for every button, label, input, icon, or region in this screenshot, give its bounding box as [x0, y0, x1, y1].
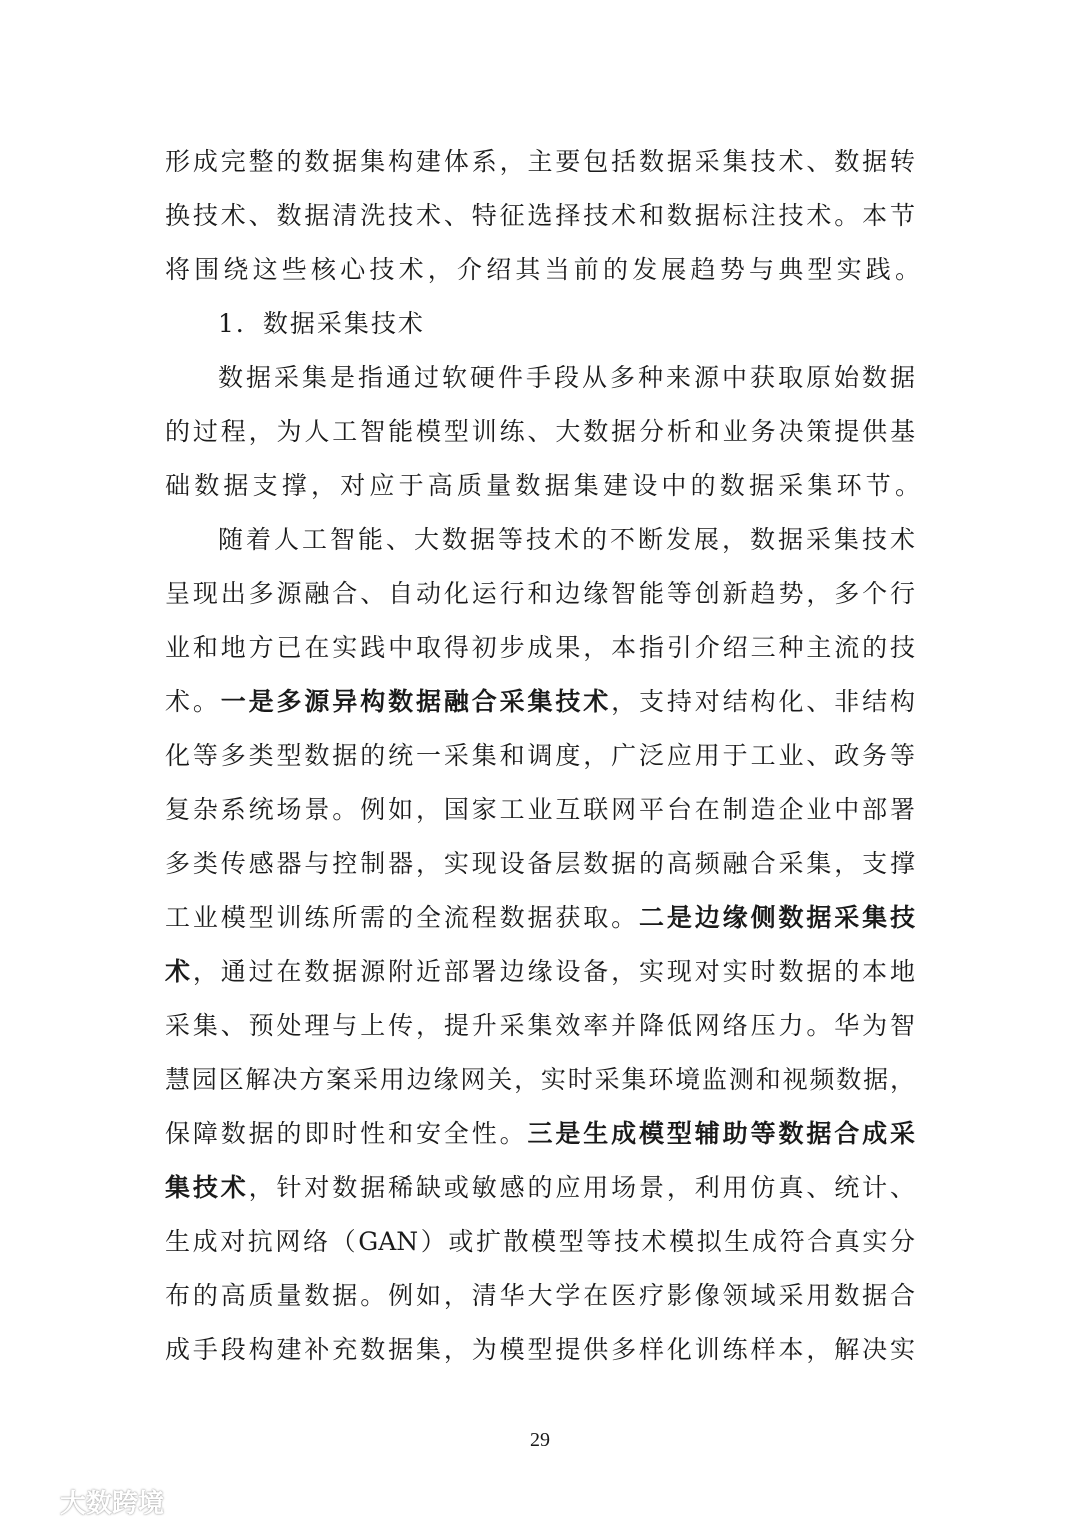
text-segment: 工业模型训练所需的全流程数据获取。: [165, 903, 640, 932]
text-segment: 随着人工智能、大数据等技术的不断发展，数据采集技术: [218, 525, 915, 554]
bold-segment: 二是边缘侧数据采集技: [639, 903, 915, 932]
text-segment: 形成完整的数据集构建体系，主要包括数据采集技术、数据转: [165, 147, 915, 176]
text-segment: 慧园区解决方案采用边缘网关，实时采集环境监测和视频数据，: [165, 1065, 915, 1094]
section-heading: [218, 304, 915, 344]
text-segment: 的过程，为人工智能模型训练、大数据分析和业务决策提供基: [165, 417, 915, 446]
text-line: [165, 412, 915, 452]
text-line: [165, 1060, 915, 1100]
text-segment: 生成对抗网络（GAN）或扩散模型等技术模拟生成符合真实分: [165, 1227, 915, 1256]
bold-segment: 三是生成模型辅助等数据合成采: [527, 1119, 915, 1148]
text-segment: 采集、预处理与上传，提升采集效率并降低网络压力。华为智: [165, 1011, 915, 1040]
text-line: [165, 844, 915, 884]
text-line: [165, 628, 915, 668]
text-line: [218, 358, 915, 398]
text-line: [165, 1168, 915, 1208]
text-line: [165, 1276, 915, 1316]
bold-segment: 一是多源异构数据融合采集技术: [220, 687, 612, 716]
text-segment: 换技术、数据清洗技术、特征选择技术和数据标注技术。本节: [165, 201, 915, 230]
text-line: [165, 196, 915, 236]
text-line: [165, 1330, 915, 1370]
text-segment: 复杂系统场景。例如，国家工业互联网平台在制造企业中部署: [165, 795, 915, 824]
text-line: [165, 790, 915, 830]
text-line: [165, 574, 915, 614]
text-segment: 化等多类型数据的统一采集和调度，广泛应用于工业、政务等: [165, 741, 915, 770]
text-line: [165, 1006, 915, 1046]
text-line: [165, 1222, 915, 1262]
text-segment: 成手段构建补充数据集，为模型提供多样化训练样本，解决实: [165, 1335, 915, 1364]
text-segment: 业和地方已在实践中取得初步成果，本指引介绍三种主流的技: [165, 633, 915, 662]
text-segment: 将围绕这些核心技术，介绍其当前的发展趋势与典型实践。: [165, 255, 925, 284]
text-segment: 布的高质量数据。例如，清华大学在医疗影像领域采用数据合: [165, 1281, 915, 1310]
text-line: [165, 142, 915, 182]
text-line: [218, 520, 915, 560]
bold-segment: 集技术: [165, 1173, 249, 1202]
text-line: [165, 250, 925, 290]
section-heading-text: 1．数据采集技术: [218, 309, 425, 338]
text-segment: 多类传感器与控制器，实现设备层数据的高频融合采集，支撑: [165, 849, 915, 878]
text-segment: ，通过在数据源附近部署边缘设备，实现对实时数据的本地: [192, 957, 915, 986]
speech-bubble-icon: [8, 1486, 54, 1516]
text-line: [165, 952, 915, 992]
text-segment: 础数据支撑，对应于高质量数据集建设中的数据采集环节。: [165, 471, 925, 500]
text-line: [165, 1114, 915, 1154]
text-segment: 术。: [165, 687, 221, 716]
text-segment: 数据采集是指通过软硬件手段从多种来源中获取原始数据: [218, 363, 915, 392]
text-segment: 保障数据的即时性和安全性。: [165, 1119, 528, 1148]
watermark: [8, 1484, 164, 1518]
page-number: 29: [530, 1429, 550, 1451]
text-segment: ，针对数据稀缺或敏感的应用场景，利用仿真、统计、: [248, 1173, 915, 1202]
watermark-text: 大数跨境: [60, 1488, 165, 1519]
text-segment: 呈现出多源融合、自动化运行和边缘智能等创新趋势，多个行: [165, 579, 915, 608]
text-line: [165, 736, 915, 776]
bold-segment: 术: [165, 957, 193, 986]
text-line: [165, 682, 915, 722]
text-line: [165, 898, 915, 938]
text-segment: ，支持对结构化、非结构: [611, 687, 915, 716]
text-line: [165, 466, 925, 506]
